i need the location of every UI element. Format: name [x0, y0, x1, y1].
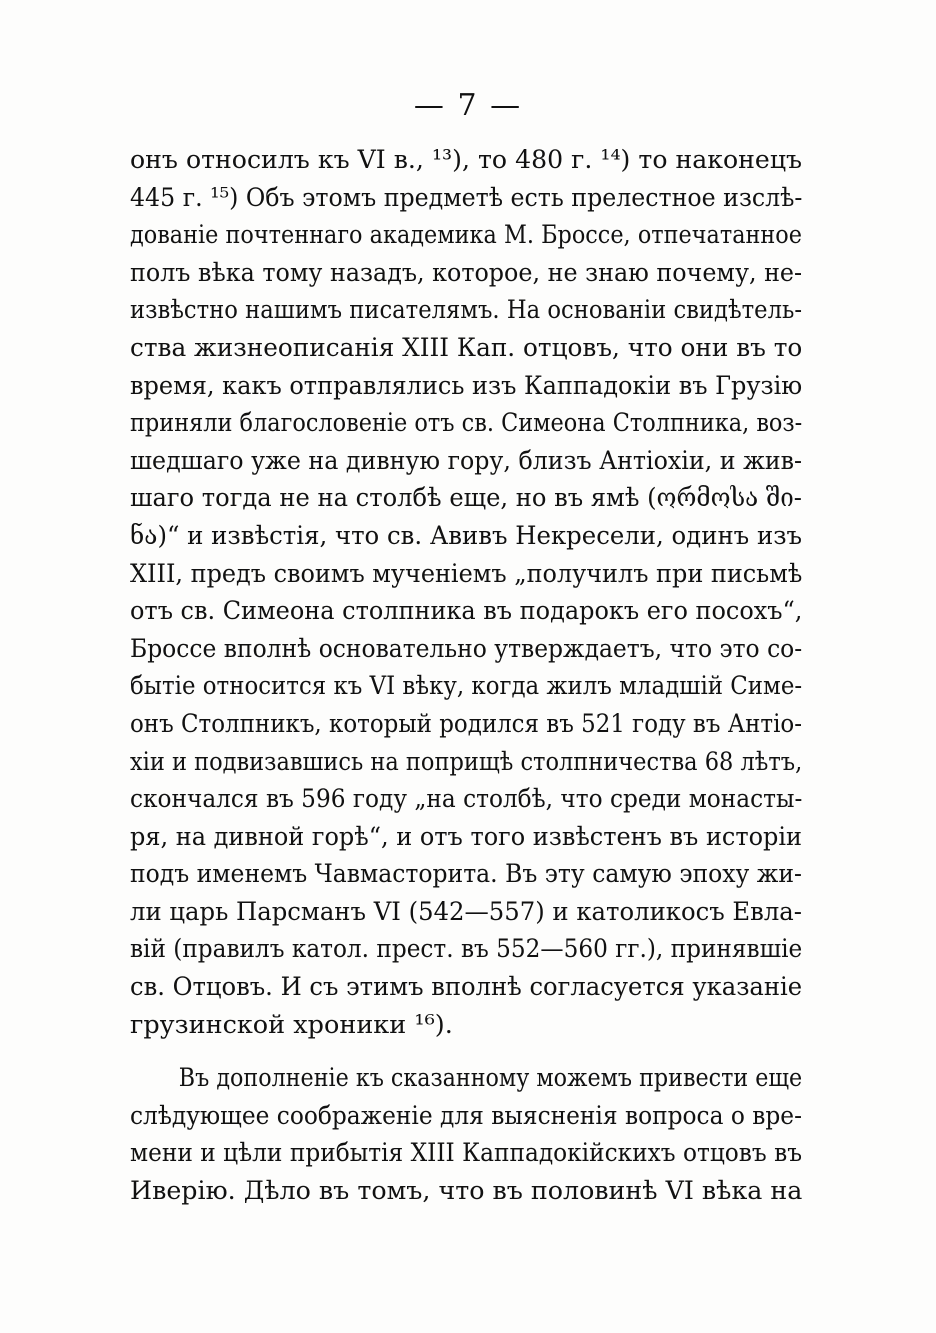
text-line: слѣдующее соображеніе для выясненія вопроса о вре-: [130, 1100, 802, 1131]
text-line: дованіе почтеннаго академика М. Броссе, отпечатанное: [130, 220, 802, 251]
text-line: приняли благословеніе отъ св. Симеона Столпника, воз-: [130, 408, 803, 439]
text-line: св. Отцовъ. И съ этимъ вполнѣ согласуется указаніе: [130, 972, 803, 1003]
text-line: мени и цѣли прибытія XIII Каппадокійскихъ отцовъ въ: [130, 1138, 802, 1169]
text-line: бытіе относится къ VI вѣку, когда жилъ младшій Симе-: [130, 671, 803, 702]
text-line: шедшаго уже на дивную гору, близъ Антіохіи, и жив-: [130, 445, 803, 476]
text-line: Въ дополненіе къ сказанному можемъ привести еще: [178, 1063, 803, 1094]
body-text: [130, 142, 802, 1211]
text-line: 445 г. ¹⁵) Объ этомъ предметѣ есть прелестное изслѣ-: [130, 182, 803, 213]
text-line: скончался въ 596 году „на столбѣ, что среди монасты-: [130, 784, 803, 815]
text-line: XIII, предъ своимъ мученіемъ „получилъ при письмѣ: [130, 558, 803, 589]
text-line: вій (правилъ катол. прест. въ 552—560 гг.), принявшіе: [130, 934, 803, 965]
text-line: время, какъ отправлялись изъ Каппадокіи въ Грузію: [130, 370, 803, 401]
text-line: ნა)“ и извѣстія, что св. Авивъ Некресели, одинъ изъ: [130, 520, 802, 551]
page-number: — 7 —: [413, 88, 523, 123]
text-line: полъ вѣка тому назадъ, которое, не знаю почему, не-: [130, 257, 803, 288]
text-line: Броссе вполнѣ основательно утверждаетъ, что это со-: [130, 633, 803, 664]
text-line: грузинской хроники ¹⁶).: [130, 1009, 453, 1040]
text-line: подъ именемъ Чавмасторита. Въ эту самую эпоху жи-: [130, 859, 802, 890]
text-line: шаго тогда не на столбѣ еще, но въ ямѣ (ორმოსა ში-: [130, 483, 802, 514]
paragraph-1: [130, 142, 802, 1044]
text-line: онъ относилъ къ VI в., ¹³), то 480 г. ¹⁴) то наконецъ: [130, 145, 803, 175]
text-line: отъ св. Симеона столпника въ подарокъ его посохъ“,: [130, 596, 803, 627]
text-line: Иверію. Дѣло въ томъ, что въ половинѣ VI вѣка на: [130, 1176, 803, 1207]
text-line: онъ Столпникъ, который родился въ 521 году въ Антіо-: [130, 708, 803, 739]
text-line: извѣстно нашимъ писателямъ. На основаніи свидѣтель-: [130, 295, 803, 326]
text-line: хіи и подвизавшись на поприщѣ столпничества 68 лѣтъ,: [130, 746, 803, 777]
text-line: ли царь Парсманъ VI (542—557) и католикосъ Евла-: [130, 896, 803, 927]
paragraph-2: [130, 1060, 802, 1210]
text-line: ря, на дивной горѣ“, и отъ того извѣстенъ въ исторіи: [130, 821, 803, 852]
paragraph-gap: [130, 1044, 802, 1060]
text-line: ства жизнеописанія XIII Кап. отцовъ, что они въ то: [130, 332, 803, 363]
